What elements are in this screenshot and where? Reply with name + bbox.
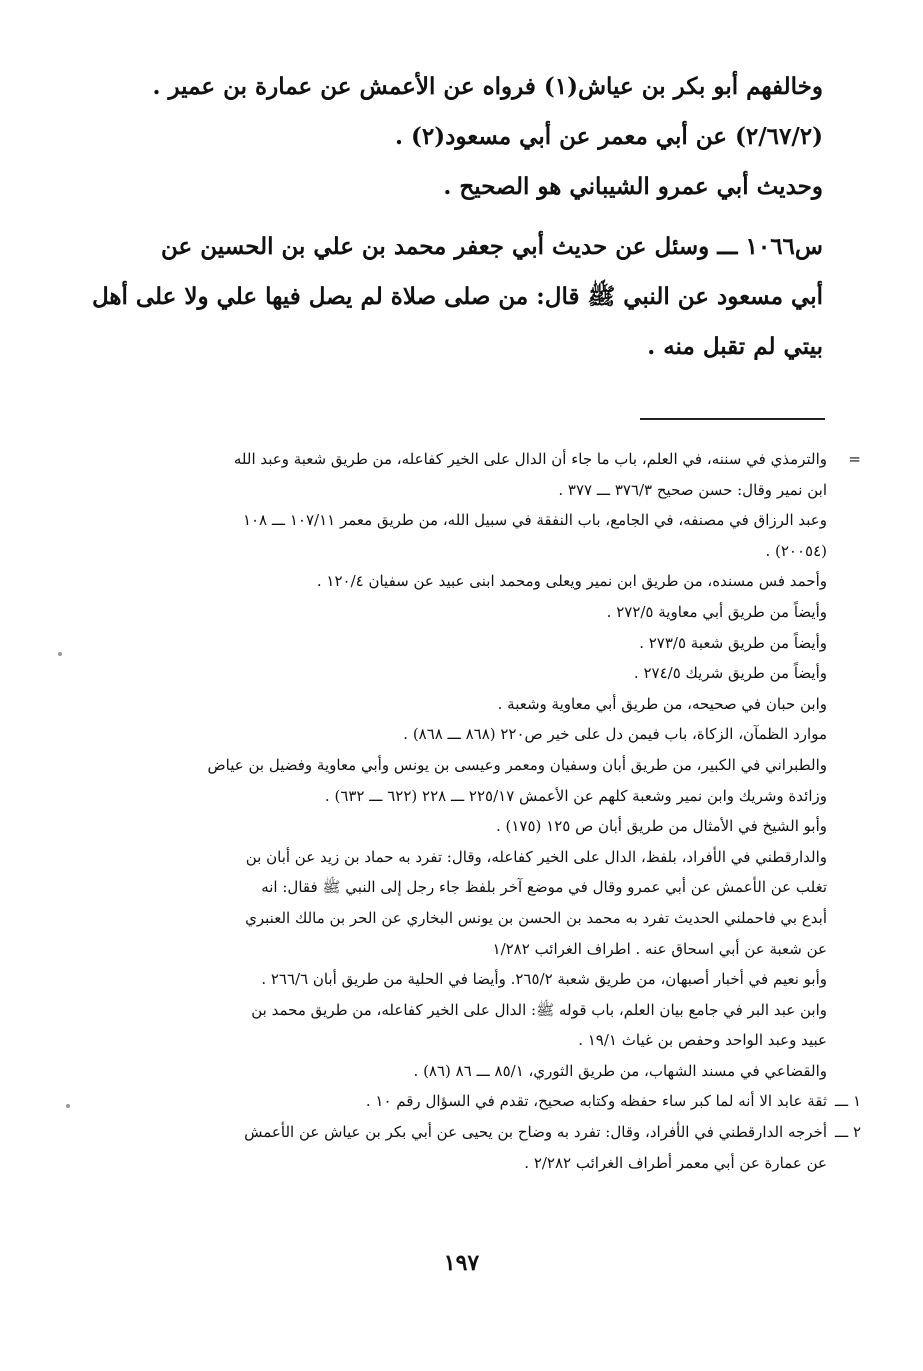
- footnote-line: والقضاعي في مسند الشهاب، من طريق الثوري، ٨٥/١ ـــ ٨٦ (٨٦) .: [413, 1061, 827, 1080]
- footnote-line: وأبو نعيم في أخبار أصبهان، من طريق شعبة ٢٦٥/٢. وأيضا في الحلية من طريق أبان ٢٦٦/٦ .: [261, 970, 827, 989]
- question-line: بيتي لم تقبل منه .: [647, 333, 823, 360]
- scan-speck: [58, 652, 62, 656]
- footnote-line: عن شعبة عن أبي اسحاق عنه . اطراف الغرائب ١/٢٨٢: [492, 939, 827, 958]
- footnote-line: ابن نمير وقال: حسن صحيح ٣٧٦/٣ ـــ ٣٧٧ .: [558, 480, 827, 499]
- footnote-marker: ١ ـــ: [834, 1092, 861, 1111]
- footnote-marker: ٢ ـــ: [834, 1123, 861, 1142]
- question-line: أبي مسعود عن النبي ﷺ قال: من صلى صلاة لم يصل فيها علي ولا على أهل: [91, 283, 823, 310]
- footnote-text: والترمذي في سننه، في العلم، باب ما جاء أن الدال على الخير كفاعله، من طريق شعبة وعبد الله: [233, 450, 827, 468]
- footnote-line: وابن حبان في صحيحه، من طريق أبي معاوية وشعبة .: [497, 694, 827, 713]
- footnote-separator: [640, 418, 825, 420]
- footnote-text: ثقة عابد الا أنه لما كبر ساء حفظه وكتابه صحيح، تقدم في السؤال رقم ١٠ .: [365, 1092, 827, 1111]
- question-line: ـــ وسئل عن حديث أبي جعفر محمد بن علي بن الحسين عن: [161, 233, 738, 260]
- main-line: (٢/٦٧/٢) عن أبي معمر عن أبي مسعود(٢) .: [394, 123, 823, 150]
- main-text: [91, 62, 823, 372]
- footnote-line: (٢٠٠٥٤) .: [765, 541, 827, 560]
- footnote-line: تغلب عن الأعمش عن أبي عمرو وقال في موضع آخر بلفظ جاء رجل إلى النبي ﷺ فقال: انه: [261, 878, 827, 897]
- question-first-line: [120, 222, 823, 272]
- main-line: وحديث أبي عمرو الشيباني هو الصحيح .: [443, 173, 823, 200]
- scan-speck: [66, 1104, 70, 1108]
- footnote-line: وأحمد فس مسنده، من طريق ابن نمير ويعلى ومحمد ابنى عبيد عن سفيان ١٢٠/٤ .: [316, 572, 827, 591]
- main-line: وخالفهم أبو بكر بن عياش(١) فرواه عن الأعمش عن عمارة بن عمير .: [152, 73, 823, 100]
- footnote-line: وأيضاً من طريق شعبة ٢٧٣/٥ .: [639, 633, 827, 652]
- footnote-text: أخرجه الدارقطني في الأفراد، وقال: تفرد به وضاح بن يحيى عن أبي بكر بن عياش عن الأعمش: [244, 1123, 827, 1142]
- footnote-line: والدارقطني في الأفراد، بلفظ، الدال على الخير كفاعله، وقال: تفرد به حماد بن زيد عن أبان بن: [245, 847, 827, 866]
- footnote-1: [122, 1086, 861, 1117]
- footnote-line: موارد الظمآن، الزكاة، باب فيمن دل على خير ص٢٢٠ (٨٦٨ ـــ ٨٦٨) .: [403, 725, 827, 744]
- footnote-line: وأيضاً من طريق أبي معاوية ٢٧٢/٥ .: [606, 602, 827, 621]
- footnote-line: وزائدة وشريك وابن نمير وشعبة كلهم عن الأعمش ٢٢٥/١٧ ـــ ٢٢٨ (٦٢٢ ـــ ٦٣٢) .: [324, 786, 827, 805]
- footnote-line: وابن عبد البر في جامع بيان العلم، باب قوله ﷺ: الدال على الخير كفاعله، من طريق محمد بن: [251, 1000, 827, 1019]
- footnote-line: [122, 444, 861, 475]
- footnote-line: عن عمارة عن أبي معمر أطراف الغرائب ٢/٢٨٢ .: [524, 1153, 827, 1172]
- footnote-line: عبيد وعبد الواحد وحفص بن غياث ١٩/١ .: [578, 1031, 827, 1050]
- question-number: س١٠٦٦: [745, 233, 823, 260]
- footnote-line: وعبد الرزاق في مصنفه، في الجامع، باب النفقة في سبيل الله، من طريق معمر ١٠٧/١١ ـــ ١٠٨: [242, 511, 827, 530]
- continuation-marker: =: [848, 450, 861, 468]
- footnote-line: وأبو الشيخ في الأمثال من طريق أبان ص ١٢٥ (١٧٥) .: [495, 817, 827, 836]
- page-number: ١٩٧: [443, 1250, 480, 1276]
- footnote-2: [122, 1117, 861, 1148]
- footnotes: [122, 444, 861, 1178]
- footnote-line: والطبراني في الكبير، من طريق أبان وسفيان ومعمر وعيسى بن يونس وأبي معاوية وفضيل بن عياض: [207, 755, 827, 774]
- footnote-line: وأيضاً من طريق شريك ٢٧٤/٥ .: [633, 664, 827, 683]
- footnote-line: أبدع بي فاحملني الحديث تفرد به محمد بن الحسن بن يونس البخاري عن الحر بن مالك العنبري: [245, 908, 827, 927]
